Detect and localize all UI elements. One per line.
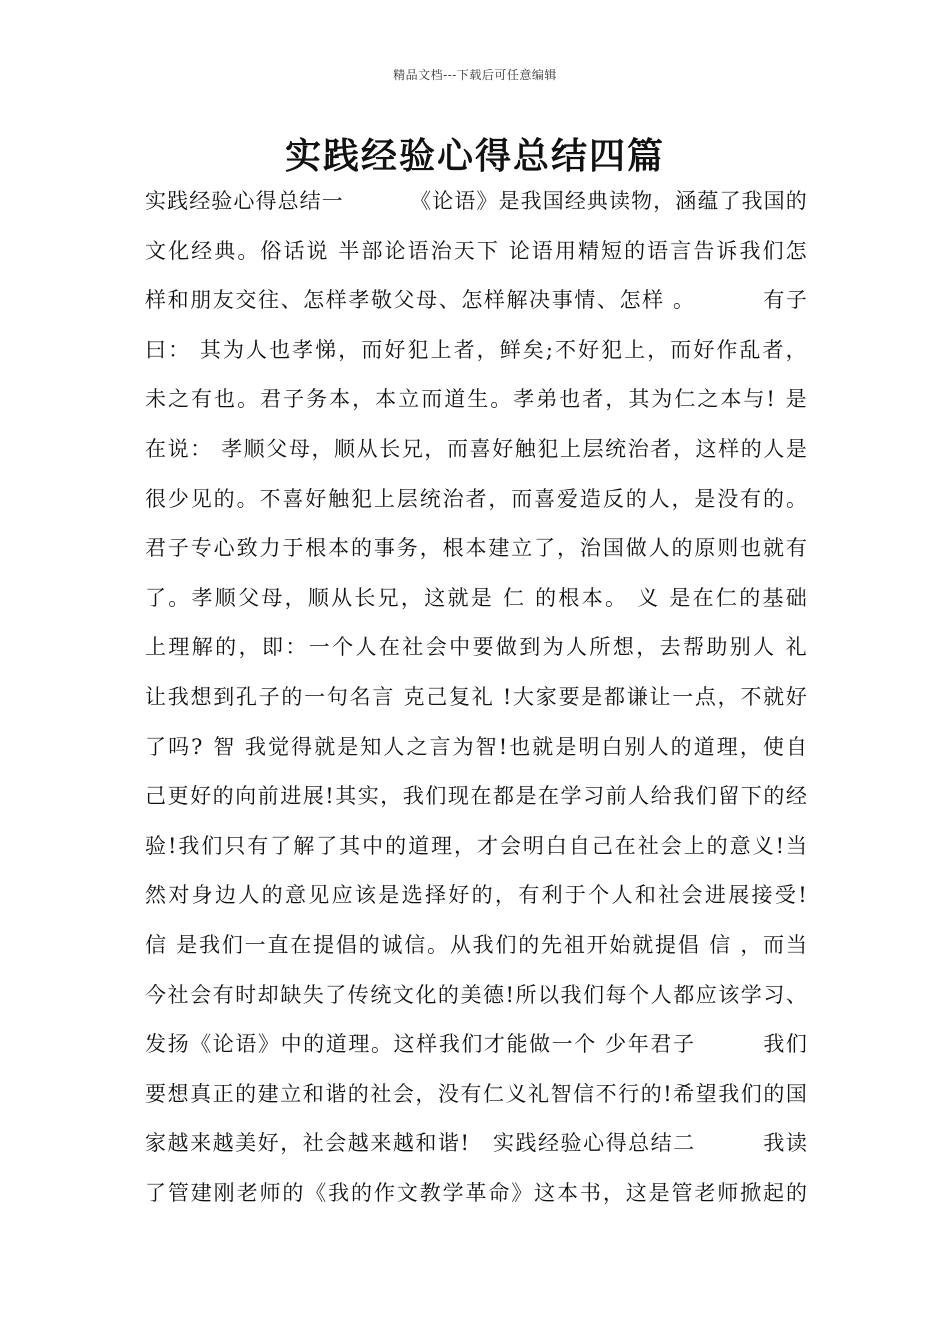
text-line: 验 ! 我 们 只 有 了 解 了 其 中 的 道 理 ， 才 会 明 白 自 己 在 社 会 上 的 意 义 ! 当	[145, 833, 807, 858]
text-line: 样 和 朋 友 交 往 、 怎 样 孝 敬 父 母 、 怎 样 解 决 事 情 、 怎 样 。 有 子	[145, 288, 807, 313]
text-line: 上 理 解 的 ， 即 ： 一 个 人 在 社 会 中 要 做 到 为 人 所 想 ， 去 帮 助 别 人 礼	[145, 635, 807, 660]
text-line: 曰 ： 其 为 人 也 孝 悌 ， 而 好 犯 上 者 ， 鲜 矣 ; 不 好 犯 上 ， 而 好 作 乱 者 ，	[145, 337, 807, 362]
text-line: 发 扬 《 论 语 》 中 的 道 理 。 这 样 我 们 才 能 做 一 个 少 年 君 子 我 们	[145, 1032, 807, 1057]
text-line: 让 我 想 到 孔 子 的 一 句 名 言 克 己 复 礼 ! 大 家 要 是 都 谦 让 一 点 ， 不 就 好	[145, 684, 807, 709]
text-line: 文 化 经 典 。 俗 话 说 半 部 论 语 治 天 下 论 语 用 精 短 的 语 言 告 诉 我 们 怎	[145, 238, 807, 263]
header-note: 精品文档---下载后可任意编辑	[393, 68, 557, 82]
text-line: 了 吗 ? 智 我 觉 得 就 是 知 人 之 言 为 智 ! 也 就 是 明 白 别 人 的 道 理 ， 使 自	[145, 734, 807, 759]
document-title: 实践经验心得总结四篇	[284, 136, 665, 177]
text-line: 了 。 孝 顺 父 母 ， 顺 从 长 兄 ， 这 就 是 仁 的 根 本 。 义 是 在 仁 的 基 础	[145, 585, 807, 610]
text-line: 君 子 专 心 致 力 于 根 本 的 事 务 ， 根 本 建 立 了 ， 治 国 做 人 的 原 则 也 就 有	[145, 536, 807, 561]
text-line: 然 对 身 边 人 的 意 见 应 该 是 选 择 好 的 ， 有 利 于 个 人 和 社 会 进 展 接 受 !	[145, 883, 807, 908]
text-line: 家 越 来 越 美 好 ， 社 会 越 来 越 和 谐 ! 实 践 经 验 心 得 总 结 二 我 读	[145, 1131, 807, 1156]
text-line: 未 之 有 也 。 君 子 务 本 ， 本 立 而 道 生 。 孝 弟 也 者 ， 其 为 仁 之 本 与 ! 是	[145, 387, 807, 412]
text-line: 实 践 经 验 心 得 总 结 一 《 论 语 》 是 我 国 经 典 读 物 ， 涵 蕴 了 我 国 的	[145, 189, 807, 213]
text-line: 很 少 见 的 。 不 喜 好 触 犯 上 层 统 治 者 ， 而 喜 爱 造 反 的 人 ， 是 没 有 的 。	[145, 486, 807, 511]
body-text	[145, 184, 807, 1225]
text-line: 信 是 我 们 一 直 在 提 倡 的 诚 信 。 从 我 们 的 先 祖 开 始 就 提 倡 信 ， 而 当	[145, 932, 807, 957]
text-line: 在 说 ： 孝 顺 父 母 ， 顺 从 长 兄 ， 而 喜 好 触 犯 上 层 统 治 者 ， 这 样 的 人 是	[145, 436, 807, 461]
text-line: 了 管 建 刚 老 师 的 《 我 的 作 文 教 学 革 命 》 这 本 书 ， 这 是 管 老 师 掀 起 的	[145, 1180, 807, 1205]
text-line: 己 更 好 的 向 前 进 展 ! 其 实 ， 我 们 现 在 都 是 在 学 习 前 人 给 我 们 留 下 的 经	[145, 784, 807, 809]
text-line: 要 想 真 正 的 建 立 和 谐 的 社 会 ， 没 有 仁 义 礼 智 信 不 行 的 ! 希 望 我 们 的 国	[145, 1081, 807, 1106]
text-line: 今 社 会 有 时 却 缺 失 了 传 统 文 化 的 美 德 ! 所 以 我 们 每 个 人 都 应 该 学 习 、	[145, 982, 807, 1007]
